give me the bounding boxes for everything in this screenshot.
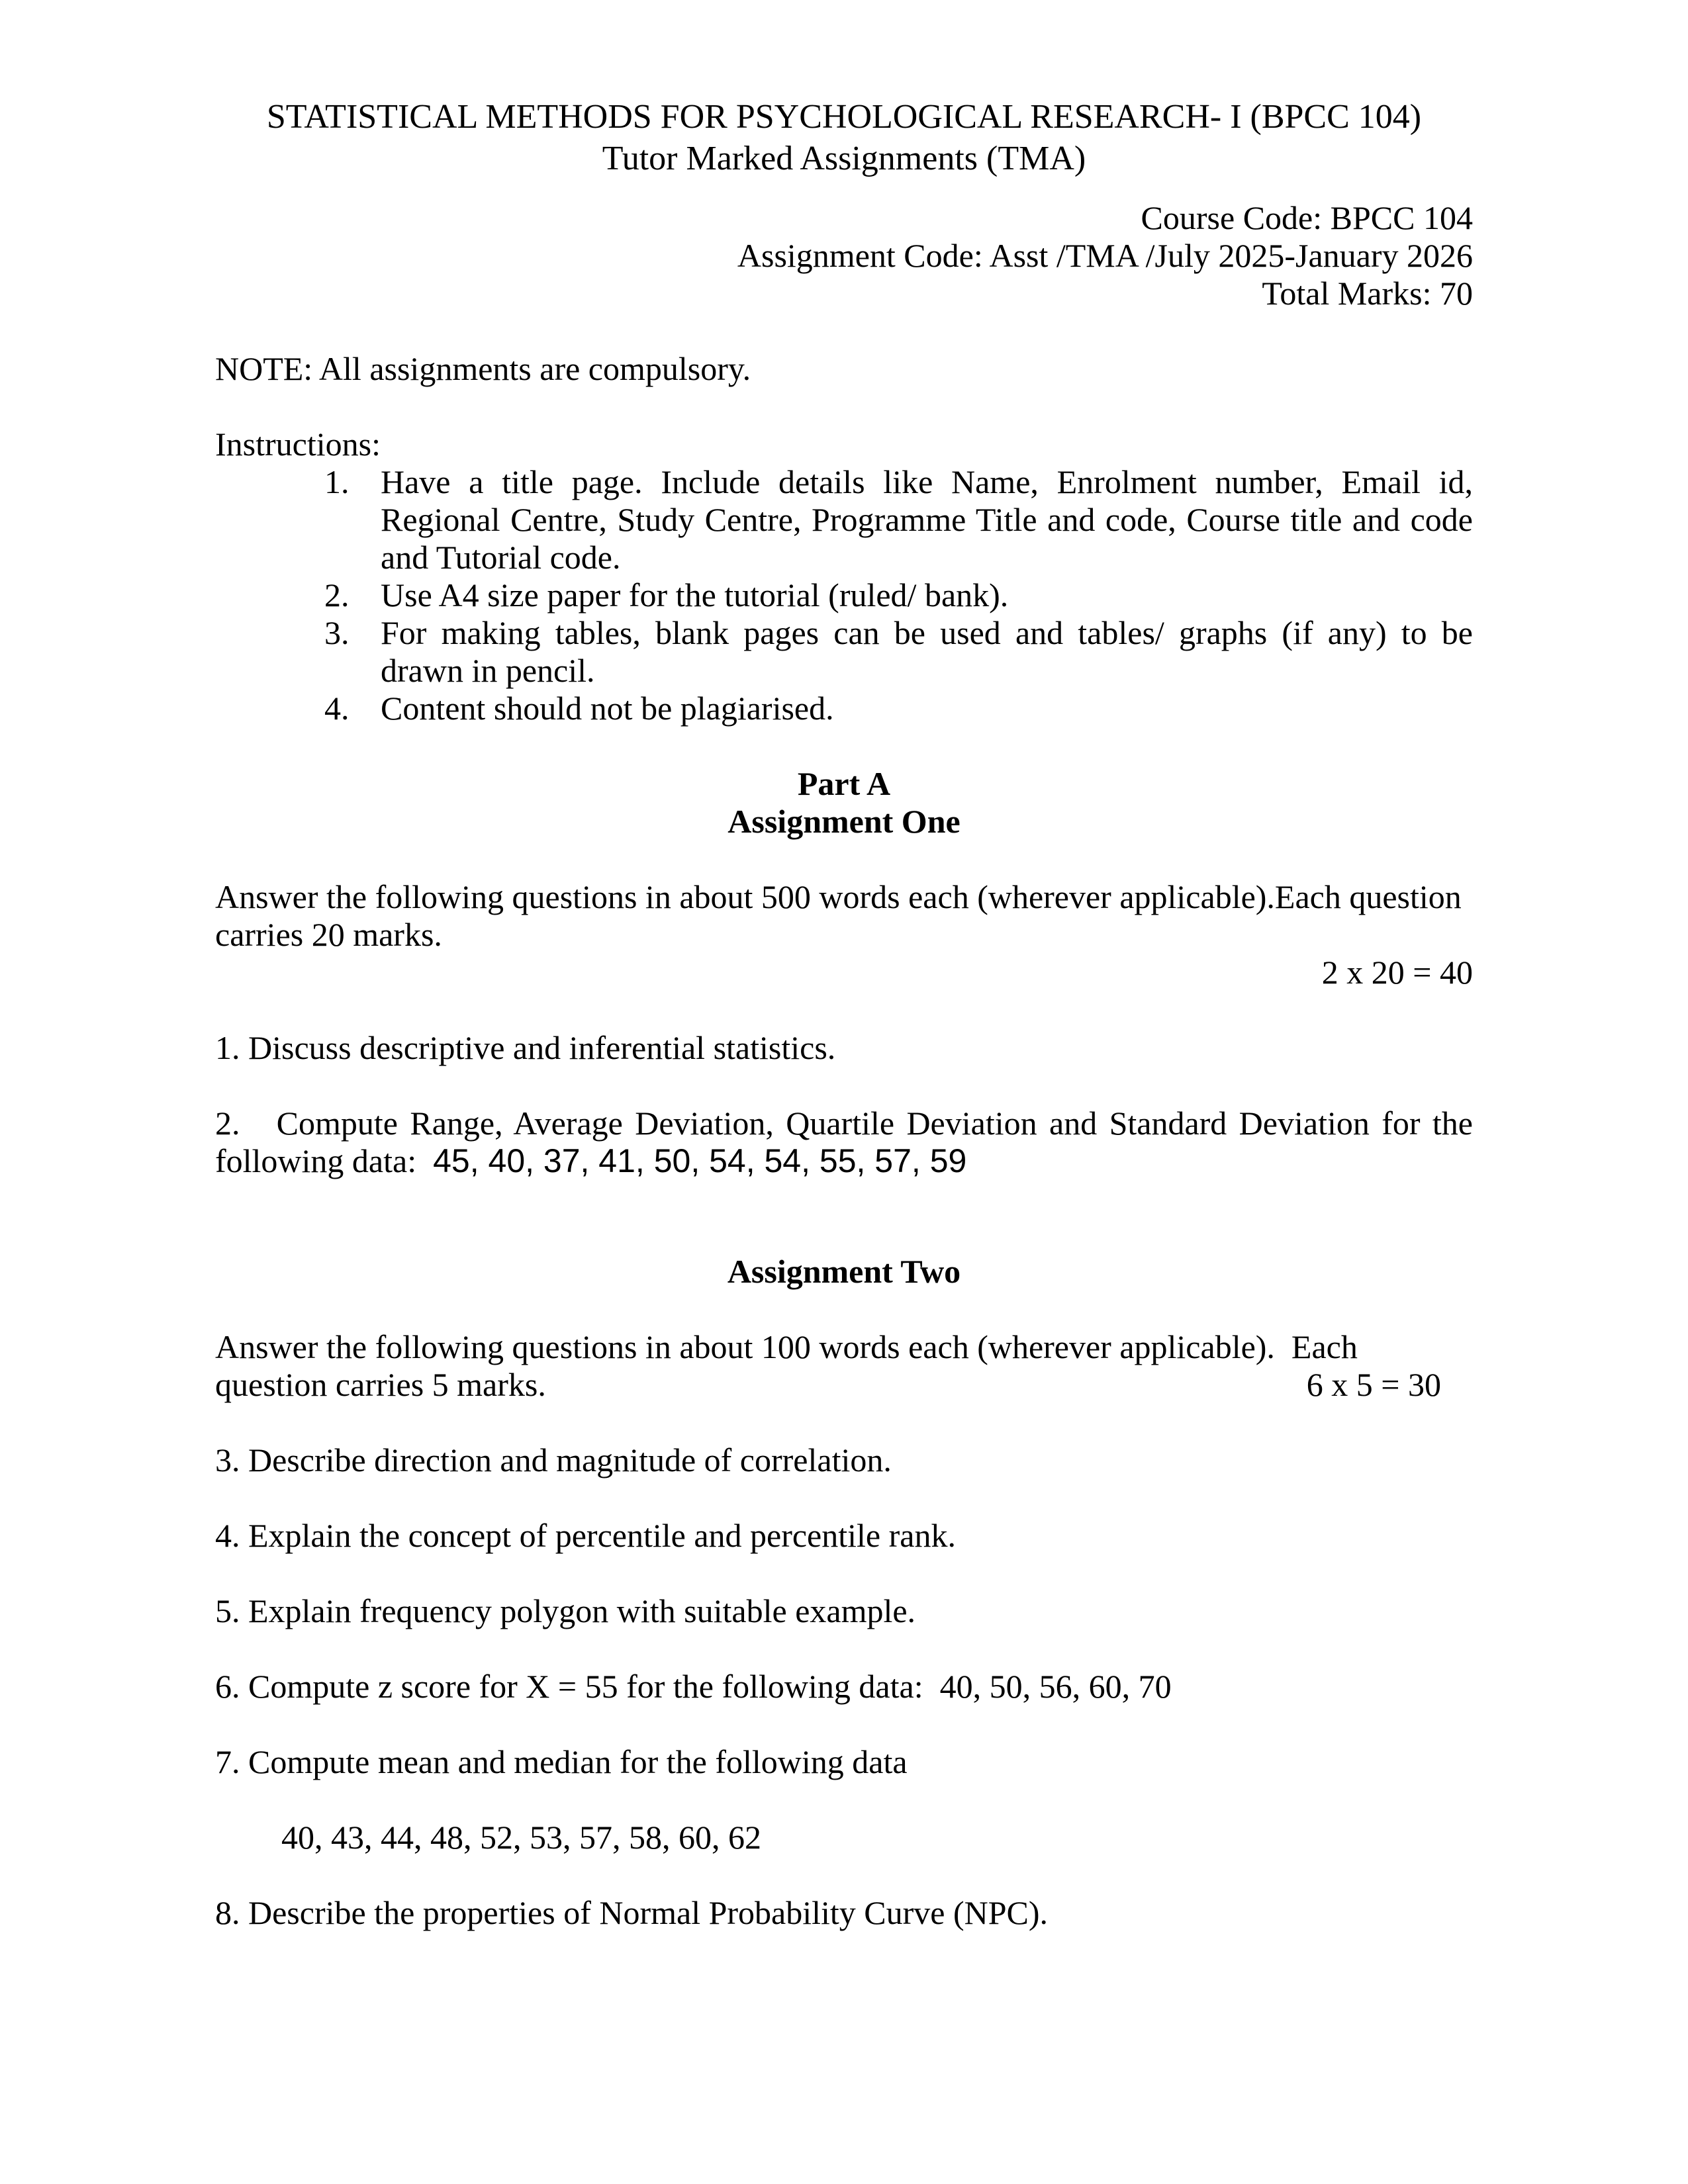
document-header [215,96,1473,179]
question-1: 1. Discuss descriptive and inferential statistics. [215,1029,836,1066]
instructions-list [215,463,1473,727]
question-4: 4. Explain the concept of percentile and percentile rank. [215,1517,956,1554]
course-code: Course Code: BPCC 104 [1141,199,1473,236]
instruction-item-number: 1. [324,463,350,500]
assignment-one-intro: Answer the following questions in about 500 words each (wherever applicable).Each question carries 20 marks. [215,878,1462,953]
assignment-code: Assignment Code: Asst /TMA /July 2025-January 2026 [737,237,1473,274]
instruction-item [215,463,1473,576]
instruction-item [215,576,1473,614]
instruction-item-text: Content should not be plagiarised. [381,690,834,727]
question-6: 6. Compute z score for X = 55 for the following data: 40, 50, 56, 60, 70 [215,1668,1172,1705]
document-meta [215,199,1473,312]
instructions-label: Instructions: [215,426,381,463]
instruction-item-text: Have a title page. Include details like Name, Enrolment number, Email id, Regional Centre, Study Centre, Programme Title and code, Course title and code and Tutorial code. [381,463,1473,576]
instruction-item-number: 2. [324,576,350,614]
instruction-item-number: 4. [324,690,350,727]
instruction-item-text: For making tables, blank pages can be used and tables/ graphs (if any) to be drawn in pencil. [381,614,1473,689]
question-2-data: 45, 40, 37, 41, 50, 54, 54, 55, 57, 59 [433,1142,967,1179]
assignment-two-heading: Assignment Two [727,1253,961,1290]
instruction-item-text: Use A4 size paper for the tutorial (ruled/ bank). [381,576,1009,614]
instruction-item-number: 3. [324,614,350,651]
question-2-text: 2. Compute Range, Average Deviation, Quartile Deviation and Standard Deviation for the following data: [215,1105,1473,1179]
assignment-two-marks: 6 x 5 = 30 [1306,1366,1441,1403]
instruction-item [215,690,1473,727]
note-line: NOTE: All assignments are compulsory. [215,350,751,387]
total-marks: Total Marks: 70 [1262,275,1473,312]
question-7-data: 40, 43, 44, 48, 52, 53, 57, 58, 60, 62 [281,1819,761,1856]
question-8: 8. Describe the properties of Normal Probability Curve (NPC). [215,1894,1049,1931]
assignment-one-heading: Assignment One [727,803,961,840]
instruction-item [215,614,1473,690]
question-5: 5. Explain frequency polygon with suitable example. [215,1592,916,1629]
document-subtitle: Tutor Marked Assignments (TMA) [602,140,1086,177]
part-a-heading: Part A [797,765,891,802]
assignment-two-intro: Answer the following questions in about 100 words each (wherever applicable). Each question carries 5 marks. [215,1328,1358,1403]
question-7: 7. Compute mean and median for the following data [215,1743,908,1780]
question-2 [215,1105,1473,1180]
question-3: 3. Describe direction and magnitude of correlation. [215,1441,892,1479]
assignment-one-marks: 2 x 20 = 40 [1321,954,1473,991]
assignment-two-intro-block [215,1328,1473,1404]
document-title: STATISTICAL METHODS FOR PSYCHOLOGICAL RESEARCH- I (BPCC 104) [266,98,1422,136]
